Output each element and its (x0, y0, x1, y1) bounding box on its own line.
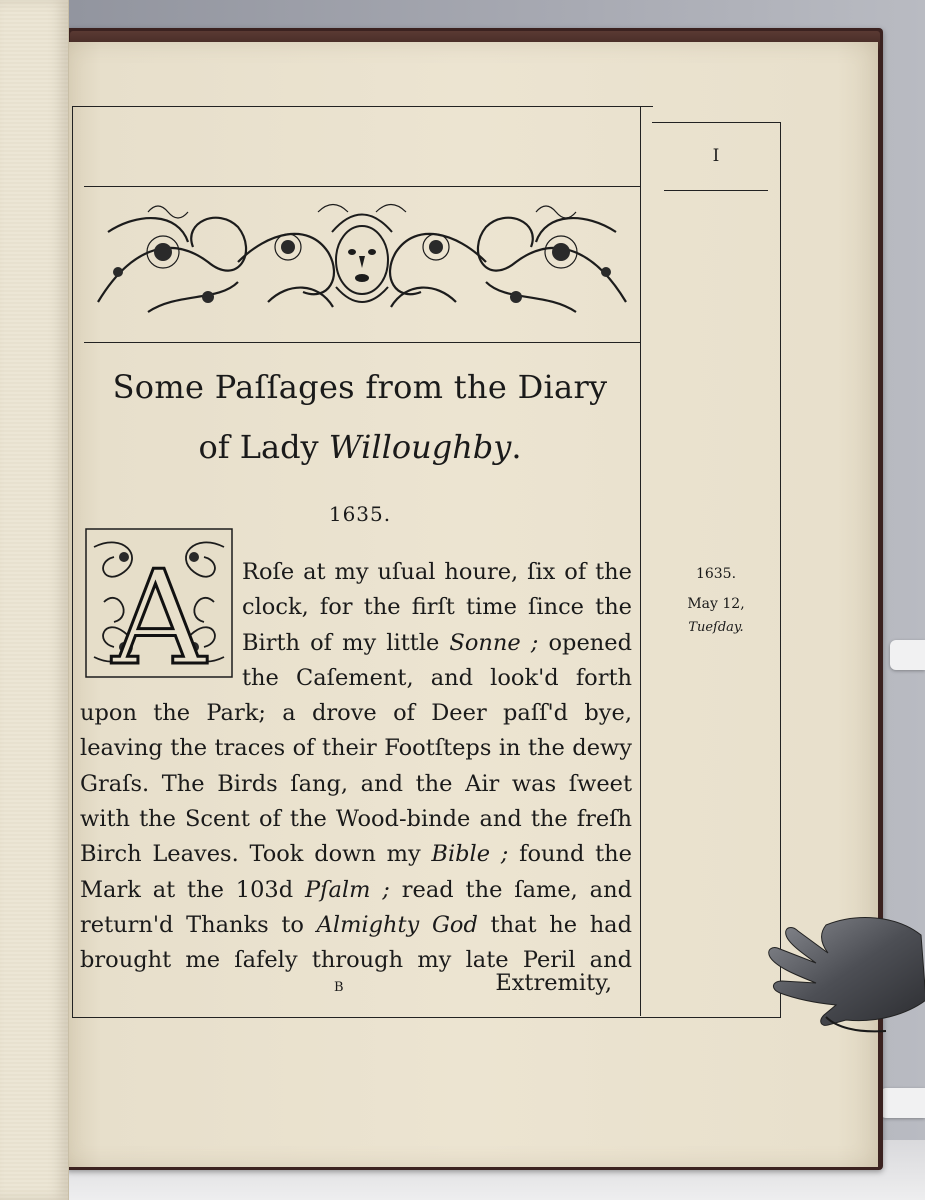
text-line (80, 908, 632, 943)
text-segment: Birch Leaves. Took down my (80, 841, 432, 868)
diary-year: 1635. (328, 502, 392, 526)
margin-note-day: Tueſday. (688, 620, 744, 635)
text-segment: with the Scent of the Wood-binde and the freſh (80, 806, 632, 833)
page-subtitle (82, 428, 638, 466)
subtitle-name: Willoughby (328, 428, 512, 466)
text-line (80, 555, 632, 590)
text-line (80, 873, 632, 908)
drop-cap-letter: A (112, 542, 206, 679)
text-line (80, 837, 632, 872)
margin-note-year: 1635. (695, 566, 737, 582)
text-segment: the Caſement, and look'd forth (242, 664, 632, 691)
text-segment: that he had (477, 911, 633, 938)
facing-page-edge (0, 0, 69, 1200)
text-line (80, 590, 632, 625)
page-title: Some Paſſages from the Diary (112, 368, 608, 406)
column-divider (640, 106, 641, 1016)
text-segment: brought me ſafely through my late Peril and (80, 947, 632, 974)
text-segment: read the ſame, and (389, 876, 632, 903)
book-stand-clip (890, 640, 925, 670)
text-segment: Roſe at my uſual houre, ſix of the (242, 559, 632, 585)
text-segment: upon the Park; a drove of Deer paſſ'd bye, (80, 700, 632, 727)
text-segment: clock, for the firſt time ſince the (242, 594, 632, 621)
text-segment: Mark at the 103d (80, 876, 306, 903)
italic-phrase: Pſalm ; (305, 876, 390, 903)
ornament-top-rule (84, 186, 640, 187)
italic-phrase: Sonne ; (449, 629, 539, 656)
diary-body-text (80, 555, 632, 979)
italic-phrase: Bible ; (431, 841, 509, 868)
headpiece-ornament (88, 192, 636, 332)
text-line (80, 696, 632, 731)
subtitle-prefix: of Lady (198, 428, 329, 466)
signature-mark: B (334, 980, 344, 995)
text-line (80, 661, 632, 696)
italic-phrase: Almighty God (316, 911, 478, 938)
ornament-bottom-rule (84, 342, 640, 343)
page-number-rule (664, 190, 768, 191)
text-segment: Graſs. The Birds ſang, and the Air was ſweet (80, 770, 632, 797)
text-line (80, 767, 632, 802)
text-line (80, 802, 632, 837)
page-number: I (712, 146, 720, 166)
page-weight-hand (766, 905, 925, 1035)
text-segment: found the (508, 841, 632, 868)
book-stand-clip-lower (880, 1088, 925, 1118)
text-segment: return'd Thanks to (80, 911, 317, 938)
subtitle-suffix: . (511, 428, 522, 466)
margin-note-date: May 12, (687, 596, 745, 612)
text-segment: opened (538, 629, 632, 656)
catchword: Extremity, (495, 970, 612, 996)
text-line (80, 626, 632, 661)
text-segment: leaving the traces of their Footſteps in the dewy (80, 735, 632, 762)
text-line (80, 731, 632, 766)
text-segment: Birth of my little (242, 629, 450, 656)
